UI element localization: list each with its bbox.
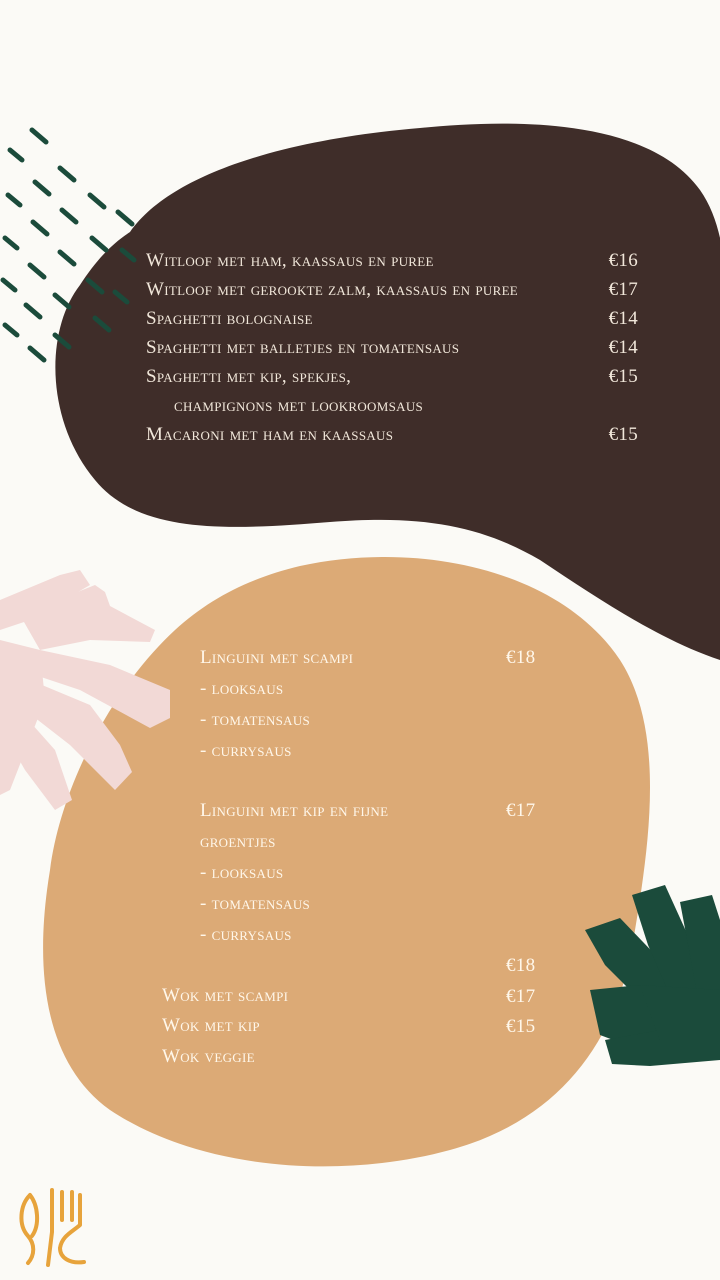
sauce-option: - tomatensaus bbox=[200, 893, 311, 914]
fork-spoon-logo-icon bbox=[21, 1190, 84, 1265]
menu-item bbox=[146, 304, 646, 333]
menu-item bbox=[146, 275, 646, 304]
item-price: €16 bbox=[608, 250, 638, 271]
menu-item-continuation bbox=[146, 391, 646, 420]
item-price: €17 bbox=[506, 800, 536, 821]
sauce-option: - currysaus bbox=[200, 740, 292, 761]
item-price: €14 bbox=[608, 308, 638, 329]
item-name: Macaroni met ham en kaassaus bbox=[146, 424, 394, 445]
top-menu bbox=[146, 246, 646, 449]
item-name: Witloof met ham, kaassaus en puree bbox=[146, 250, 434, 271]
item-price: €14 bbox=[608, 337, 638, 358]
item-price: €17 bbox=[608, 279, 638, 300]
item-name: Linguini met kip en fijne bbox=[200, 800, 389, 821]
sauce-option: - tomatensaus bbox=[200, 709, 311, 730]
item-price: €15 bbox=[506, 1016, 536, 1037]
item-name: Linguini met scampi bbox=[200, 647, 354, 668]
sauce-option: - looksaus bbox=[200, 678, 284, 699]
item-price: €15 bbox=[608, 424, 638, 445]
item-name: Witloof met gerookte zalm, kaassaus en puree bbox=[146, 279, 519, 300]
item-name: champignons met lookroomsaus bbox=[174, 395, 424, 416]
menu-item bbox=[146, 420, 646, 449]
item-name-continuation: groentjes bbox=[200, 831, 276, 852]
menu-item bbox=[146, 362, 646, 391]
item-name: Wok veggie bbox=[162, 1046, 255, 1067]
menu-item bbox=[146, 333, 646, 362]
menu-item bbox=[146, 246, 646, 275]
item-name: Wok met kip bbox=[162, 1015, 260, 1036]
sauce-option: - currysaus bbox=[200, 924, 292, 945]
sauce-option: - looksaus bbox=[200, 862, 284, 883]
item-name: Wok met scampi bbox=[162, 985, 289, 1006]
item-name: Spaghetti met balletjes en tomatensaus bbox=[146, 337, 460, 358]
item-price: €18 bbox=[506, 955, 536, 976]
item-name: Spaghetti bolognaise bbox=[146, 308, 313, 329]
item-price: €17 bbox=[506, 986, 536, 1007]
item-price: €18 bbox=[506, 647, 536, 668]
item-price: €15 bbox=[608, 366, 638, 387]
item-name: Spaghetti met kip, spekjes, bbox=[146, 366, 352, 387]
